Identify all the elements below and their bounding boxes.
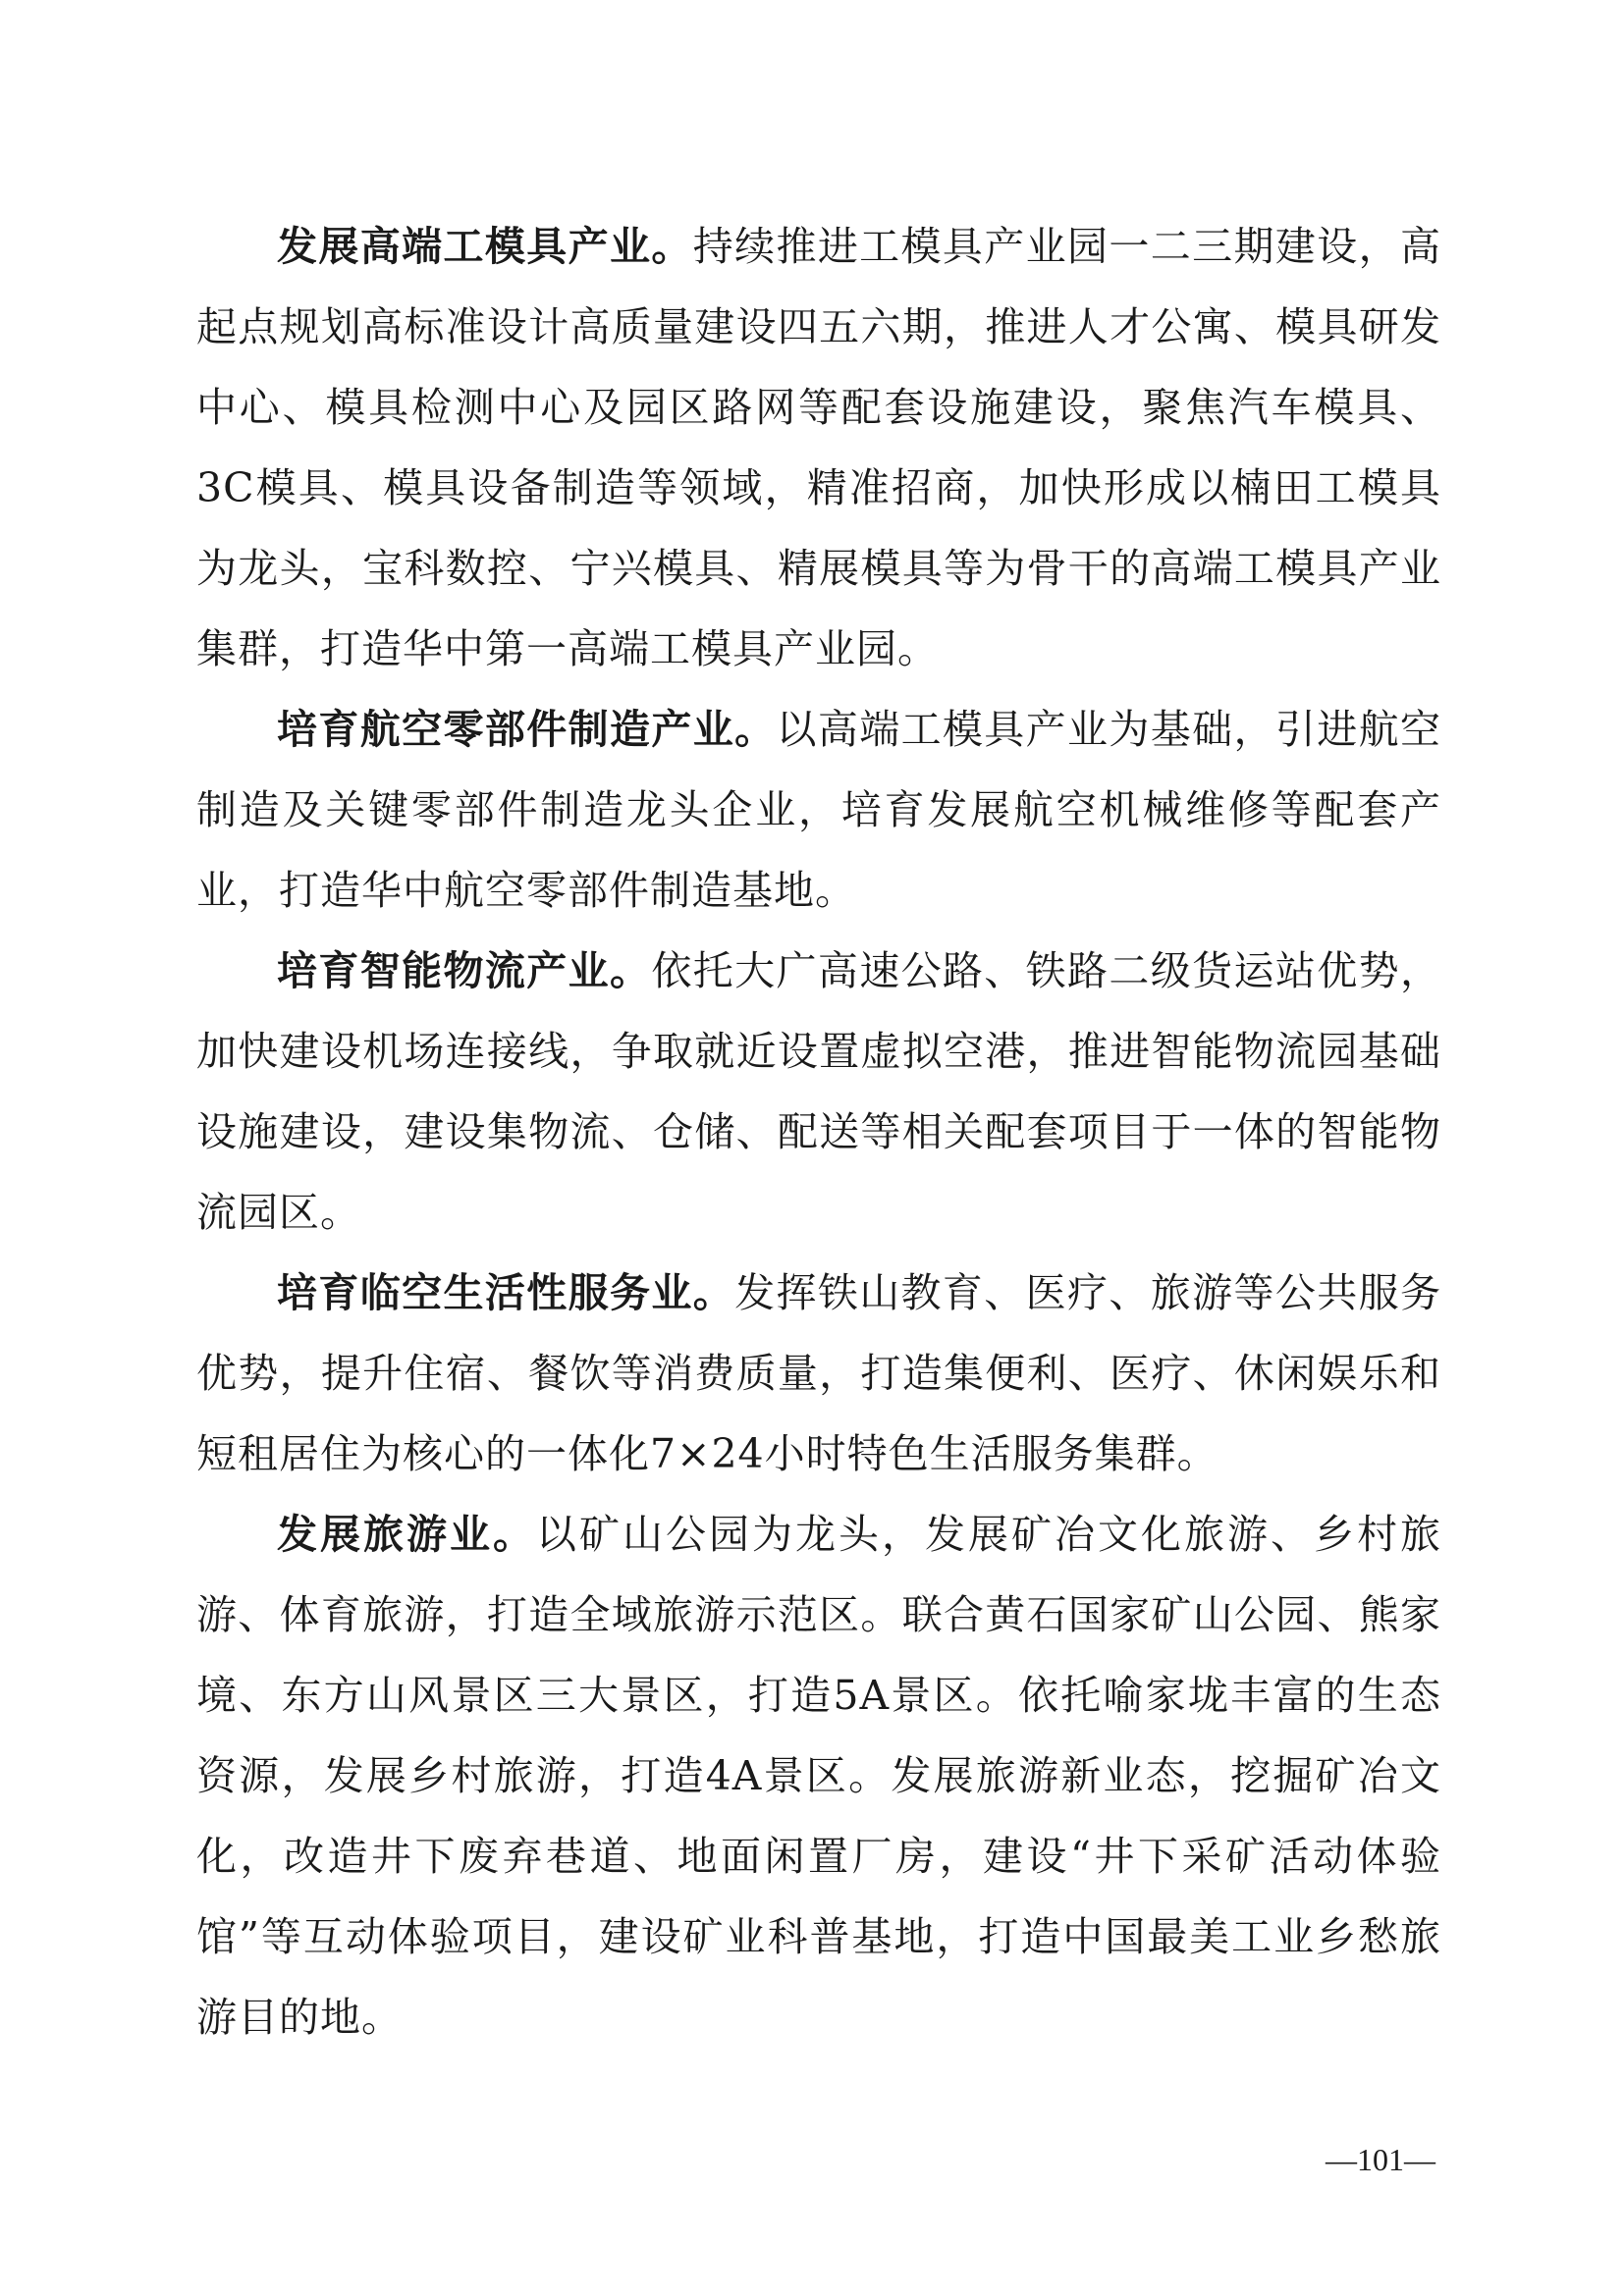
paragraph-text: 持续推进工模具产业园一二三期建设，高起点规划高标准设计高质量建设四五六期，推进人才公寓、模具研发中心、模具检测中心及园区路网等配套设施建设，聚焦汽车模具、3C模具、模具设备制造等领域，精准招商，加快形成以楠田工模具为龙头，宝科数控、宁兴模具、精展模具等为骨干的高端工模具产业集群，打造华中第一高端工模具产业园。 xyxy=(196,223,1441,672)
paragraph-heading: 培育临空生活性服务业。 xyxy=(277,1269,735,1316)
document-body xyxy=(196,206,1441,2057)
paragraph-heading: 培育智能物流产业。 xyxy=(277,947,652,994)
paragraph-tourism-industry xyxy=(196,1494,1441,2057)
paragraph-text: 以矿山公园为龙头，发展矿冶文化旅游、乡村旅游、体育旅游，打造全域旅游示范区。联合黄石国家矿山公园、熊家境、东方山风景区三大景区，打造5A景区。依托喻家垅丰富的生态资源，发展乡村旅游，打造4A景区。发展旅游新业态，挖掘矿冶文化，改造井下废弃巷道、地面闲置厂房，建设“井下采矿活动体验馆”等互动体验项目，建设矿业科普基地，打造中国最美工业乡愁旅游目的地。 xyxy=(196,1511,1441,2041)
paragraph-airport-life-services xyxy=(196,1253,1441,1494)
paragraph-heading: 发展高端工模具产业。 xyxy=(277,223,693,270)
paragraph-text: 以高端工模具产业为基础，引进航空制造及关键零部件制造龙头企业，培育发展航空机械维修等配套产业，打造华中航空零部件制造基地。 xyxy=(196,706,1442,914)
page-number: —101— xyxy=(1326,2142,1435,2177)
paragraph-heading: 培育航空零部件制造产业。 xyxy=(277,706,777,753)
paragraph-smart-logistics-industry xyxy=(196,931,1441,1253)
paragraph-text: 发挥铁山教育、医疗、旅游等公共服务优势，提升住宿、餐饮等消费质量，打造集便利、医疗、休闲娱乐和短租居住为核心的一体化7×24小时特色生活服务集群。 xyxy=(196,1269,1442,1477)
paragraph-text: 依托大广高速公路、铁路二级货运站优势，加快建设机场连接线，争取就近设置虚拟空港，推进智能物流园基础设施建设，建设集物流、仓储、配送等相关配套项目于一体的智能物流园区。 xyxy=(196,947,1442,1236)
paragraph-heading: 发展旅游业。 xyxy=(277,1511,536,1558)
paragraph-high-end-mold-industry xyxy=(196,206,1441,689)
paragraph-aviation-parts-industry xyxy=(196,689,1441,931)
